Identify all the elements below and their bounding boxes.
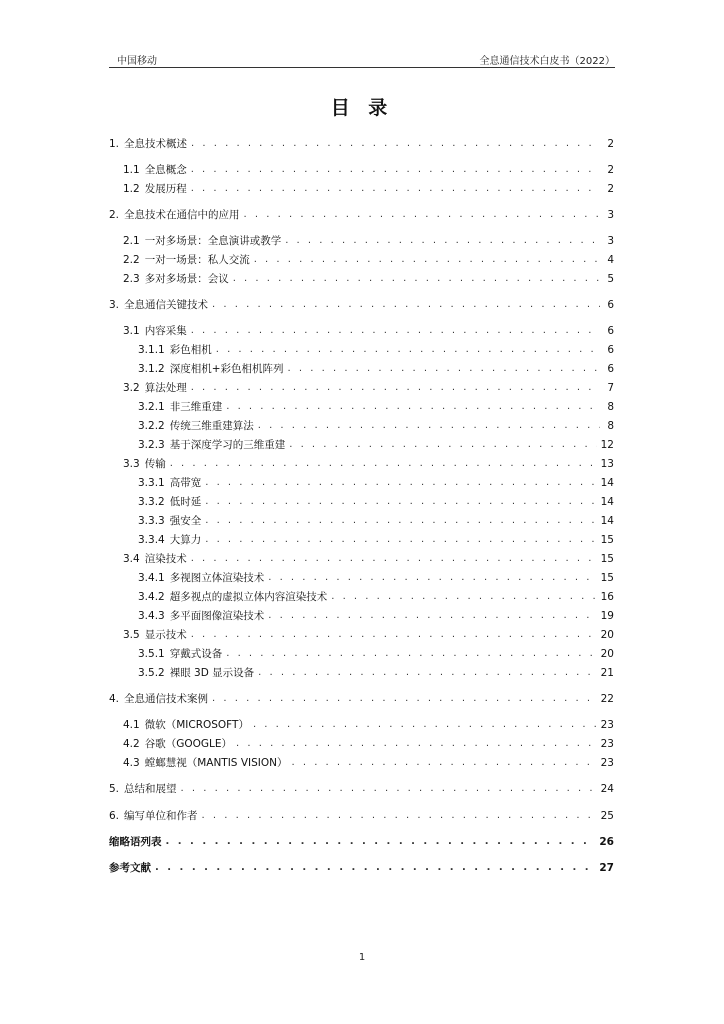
toc-entry-page: 23 xyxy=(600,738,614,750)
toc-entry-page: 13 xyxy=(600,458,614,470)
toc-entry[interactable] xyxy=(109,455,614,471)
toc-entry-number: 2. xyxy=(109,209,120,221)
toc-entry[interactable] xyxy=(109,135,614,151)
toc-entry-text: 全息技术概述 xyxy=(124,138,188,150)
toc-entry-page: 5 xyxy=(607,273,614,285)
toc-entry-number: 5. xyxy=(109,783,120,795)
toc-entry-number: 3.2 xyxy=(123,382,140,394)
toc-entry[interactable] xyxy=(109,270,614,286)
toc-entry-text: 多平面图像渲染技术 xyxy=(169,610,265,622)
toc-entry-number: 3.3.2 xyxy=(138,496,165,508)
toc-entry[interactable] xyxy=(109,754,614,770)
toc-entry-text: 裸眼 3D 显示设备 xyxy=(169,667,255,679)
toc-entry-page: 14 xyxy=(600,496,614,508)
toc-entry[interactable] xyxy=(109,569,614,585)
toc-entry[interactable] xyxy=(109,322,614,338)
toc-entry-text: 一对多场景：全息演讲或教学 xyxy=(144,235,282,247)
toc-entry[interactable] xyxy=(109,436,614,452)
toc-entry[interactable] xyxy=(109,512,614,528)
toc-entry-number: 1.2 xyxy=(123,183,140,195)
toc-entry-page: 6 xyxy=(607,299,614,311)
toc-entry[interactable] xyxy=(109,690,614,706)
toc-entry-text: 参考文献 xyxy=(109,862,151,874)
toc-entry-page: 21 xyxy=(600,667,614,679)
toc-entry-number: 2.2 xyxy=(123,254,140,266)
toc-entry-text: 显示技术 xyxy=(144,629,187,641)
toc-entry-text: 全息技术在通信中的应用 xyxy=(124,209,240,221)
toc-entry-number: 3.3.3 xyxy=(138,515,165,527)
toc-entry-text: 高带宽 xyxy=(169,477,202,489)
toc-entry[interactable] xyxy=(109,206,614,222)
toc-entry[interactable] xyxy=(109,360,614,376)
toc-entry-text: 微软（MICROSOFT） xyxy=(144,719,249,731)
toc-entry-text: 全息通信技术案例 xyxy=(124,693,209,705)
toc-entry-page: 23 xyxy=(600,719,614,731)
toc-entry-page: 25 xyxy=(600,810,614,822)
toc-entry[interactable] xyxy=(109,398,614,414)
toc-entry-text: 发展历程 xyxy=(144,183,187,195)
header-left-text: 中国移动 xyxy=(117,56,157,67)
toc-entry-text: 传统三维重建算法 xyxy=(169,420,254,432)
toc-entry-page: 27 xyxy=(599,862,614,874)
toc-entry-text: 强安全 xyxy=(169,515,202,527)
toc-entry[interactable] xyxy=(109,531,614,547)
toc-entry-page: 22 xyxy=(600,693,614,705)
toc-entry-number: 1. xyxy=(109,138,120,150)
toc-entry[interactable] xyxy=(109,626,614,642)
toc-entry-number: 3.2.3 xyxy=(138,439,165,451)
toc-entry-text: 一对一场景：私人交流 xyxy=(144,254,250,266)
page-number: 1 xyxy=(358,952,366,963)
toc-entry-page: 6 xyxy=(607,363,614,375)
toc-entry-number: 3. xyxy=(109,299,120,311)
toc-entry[interactable] xyxy=(109,833,614,849)
toc-entry[interactable] xyxy=(109,735,614,751)
toc-entry-text: 内容采集 xyxy=(144,325,187,337)
toc-entry-text: 渲染技术 xyxy=(144,553,187,565)
toc-entry-number: 3.5 xyxy=(123,629,140,641)
toc-entry[interactable] xyxy=(109,474,614,490)
toc-entry-number: 3.3 xyxy=(123,458,140,470)
toc-entry-number: 3.4.2 xyxy=(138,591,165,603)
toc-entry-number: 3.5.1 xyxy=(138,648,165,660)
toc-entry[interactable] xyxy=(109,417,614,433)
toc-entry-page: 7 xyxy=(607,382,614,394)
toc-entry-number: 3.1.2 xyxy=(138,363,165,375)
toc-entry-page: 15 xyxy=(600,572,614,584)
toc-entry-page: 24 xyxy=(600,783,614,795)
toc-entry[interactable] xyxy=(109,607,614,623)
toc-entry-text: 全息通信关键技术 xyxy=(124,299,209,311)
toc-entry-text: 总结和展望 xyxy=(124,783,177,795)
toc-entry[interactable] xyxy=(109,780,614,796)
toc-entry-number: 3.1.1 xyxy=(138,344,165,356)
toc-entry-number: 3.4.1 xyxy=(138,572,165,584)
toc-entry-page: 20 xyxy=(600,648,614,660)
toc-entry-page: 2 xyxy=(607,138,614,150)
toc-entry[interactable] xyxy=(109,550,614,566)
toc-entry-page: 8 xyxy=(607,401,614,413)
toc-entry-number: 3.1 xyxy=(123,325,140,337)
toc-entry-page: 3 xyxy=(607,235,614,247)
toc-entry-page: 19 xyxy=(600,610,614,622)
toc-entry[interactable] xyxy=(109,588,614,604)
toc-entry-text: 谷歌（GOOGLE） xyxy=(144,738,232,750)
toc-entry-page: 8 xyxy=(607,420,614,432)
toc-entry-text: 穿戴式设备 xyxy=(169,648,223,660)
toc-entry-page: 3 xyxy=(607,209,614,221)
toc-entry-text: 多对多场景：会议 xyxy=(144,273,229,285)
toc-entry-number: 3.3.4 xyxy=(138,534,165,546)
toc-entry-number: 3.5.2 xyxy=(138,667,165,679)
toc-entry-number: 2.3 xyxy=(123,273,140,285)
toc-entry-page: 23 xyxy=(600,757,614,769)
toc-entry-text: 超多视点的虚拟立体内容渲染技术 xyxy=(169,591,328,603)
toc-entry-page: 15 xyxy=(600,534,614,546)
toc-entry-text: 螳螂慧视（MANTIS VISION） xyxy=(144,757,288,769)
toc-entry[interactable] xyxy=(109,493,614,509)
toc-entry-number: 6. xyxy=(109,810,120,822)
toc-entry-page: 20 xyxy=(600,629,614,641)
toc-entry[interactable] xyxy=(109,251,614,267)
toc-title: 目 录 xyxy=(330,97,394,119)
toc-entry-text: 缩略语列表 xyxy=(109,836,162,848)
toc-entry-text: 传输 xyxy=(144,458,166,470)
toc-entry[interactable] xyxy=(109,161,614,177)
toc-entry-page: 26 xyxy=(599,836,614,848)
toc-entry-text: 算法处理 xyxy=(144,382,187,394)
toc-entry[interactable] xyxy=(109,645,614,661)
toc-entry[interactable] xyxy=(109,716,614,732)
toc-entry-page: 2 xyxy=(607,164,614,176)
toc-entry[interactable] xyxy=(109,180,614,196)
toc-entry-text: 编写单位和作者 xyxy=(124,810,198,822)
toc-entry-number: 4. xyxy=(109,693,120,705)
toc-entry-number: 4.2 xyxy=(123,738,140,750)
toc-entry[interactable] xyxy=(109,232,614,248)
toc-entry[interactable] xyxy=(109,807,614,823)
toc-entry-page: 16 xyxy=(600,591,614,603)
toc-entry-text: 彩色相机 xyxy=(169,344,212,356)
toc-entry[interactable] xyxy=(109,859,614,875)
page-header xyxy=(109,50,615,68)
toc-entry-number: 3.4.3 xyxy=(138,610,165,622)
toc-entry-text: 低时延 xyxy=(169,496,202,508)
toc-entry[interactable] xyxy=(109,341,614,357)
toc-entry-page: 6 xyxy=(607,344,614,356)
toc-entry[interactable] xyxy=(109,664,614,680)
toc-entry-text: 基于深度学习的三维重建 xyxy=(169,439,286,451)
toc-entry-page: 14 xyxy=(600,477,614,489)
toc-entry-page: 12 xyxy=(600,439,614,451)
toc-entry-number: 2.1 xyxy=(123,235,140,247)
toc-entry-number: 3.2.1 xyxy=(138,401,165,413)
toc-entry-page: 6 xyxy=(607,325,614,337)
toc-entry-number: 4.1 xyxy=(123,719,140,731)
toc-entry-page: 15 xyxy=(600,553,614,565)
toc-entry-text: 大算力 xyxy=(169,534,202,546)
toc-entry-number: 3.4 xyxy=(123,553,140,565)
toc-entry[interactable] xyxy=(109,379,614,395)
toc-entry-page: 2 xyxy=(607,183,614,195)
toc-entry-number: 1.1 xyxy=(123,164,140,176)
toc-entry[interactable] xyxy=(109,296,614,312)
header-right-text: 全息通信技术白皮书（2022） xyxy=(479,56,615,67)
toc-entry-text: 全息概念 xyxy=(144,164,187,176)
toc-entry-text: 非三维重建 xyxy=(169,401,223,413)
toc-entry-number: 3.3.1 xyxy=(138,477,165,489)
toc-entry-number: 3.2.2 xyxy=(138,420,165,432)
toc-entry-number: 4.3 xyxy=(123,757,140,769)
toc-entry-page: 4 xyxy=(607,254,614,266)
toc-entry-text: 深度相机+彩色相机阵列 xyxy=(169,363,284,375)
toc-entry-text: 多视图立体渲染技术 xyxy=(169,572,265,584)
toc-entry-page: 14 xyxy=(600,515,614,527)
